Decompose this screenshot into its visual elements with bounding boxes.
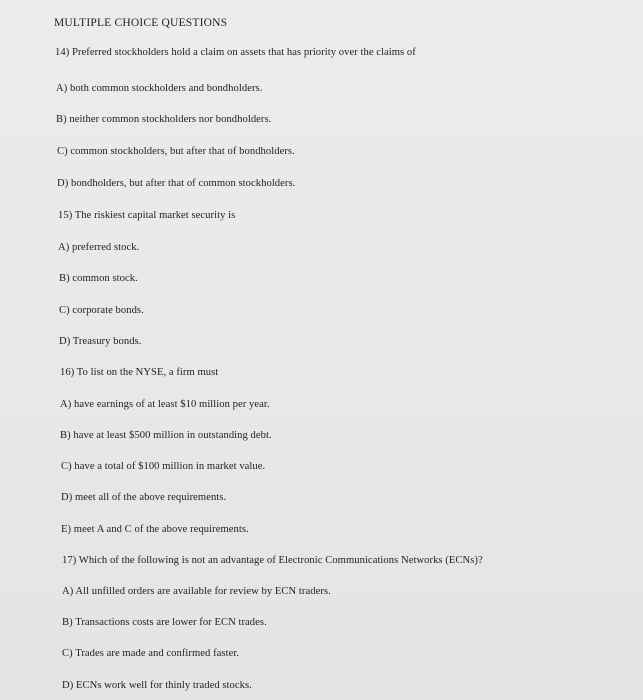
question-17-option-d: D) ECNs work well for thinly traded stocks. xyxy=(62,680,252,691)
question-15-prompt: 15) The riskiest capital market security is xyxy=(58,210,236,221)
question-15-option-d: D) Treasury bonds. xyxy=(59,336,142,347)
question-16-prompt: 16) To list on the NYSE, a firm must xyxy=(60,367,219,378)
question-15-option-b: B) common stock. xyxy=(59,273,138,284)
question-15-option-c: C) corporate bonds. xyxy=(59,305,144,316)
question-14-option-d: D) bondholders, but after that of common stockholders. xyxy=(57,178,296,189)
question-17-prompt: 17) Which of the following is not an advantage of Electronic Communications Networks (ECNs)? xyxy=(62,555,483,566)
question-14-prompt: 14) Preferred stockholders hold a claim on assets that has priority over the claims of xyxy=(55,47,416,58)
question-17-option-c: C) Trades are made and confirmed faster. xyxy=(62,648,240,659)
question-14-option-a: A) both common stockholders and bondholders. xyxy=(56,83,263,94)
section-heading: MULTIPLE CHOICE QUESTIONS xyxy=(54,17,228,29)
question-17-option-a: A) All unfilled orders are available for review by ECN traders. xyxy=(62,586,331,597)
question-16-option-e: E) meet A and C of the above requirements. xyxy=(61,524,249,535)
question-14-option-b: B) neither common stockholders nor bondholders. xyxy=(56,114,272,125)
question-16-option-c: C) have a total of $100 million in market value. xyxy=(61,461,266,472)
question-16-option-d: D) meet all of the above requirements. xyxy=(61,492,227,503)
question-16-option-b: B) have at least $500 million in outstanding debt. xyxy=(60,430,272,441)
question-17-option-b: B) Transactions costs are lower for ECN trades. xyxy=(62,617,267,628)
question-15-option-a: A) preferred stock. xyxy=(58,242,140,253)
question-16-option-a: A) have earnings of at least $10 million per year. xyxy=(60,399,270,410)
question-14-option-c: C) common stockholders, but after that of bondholders. xyxy=(57,146,295,157)
